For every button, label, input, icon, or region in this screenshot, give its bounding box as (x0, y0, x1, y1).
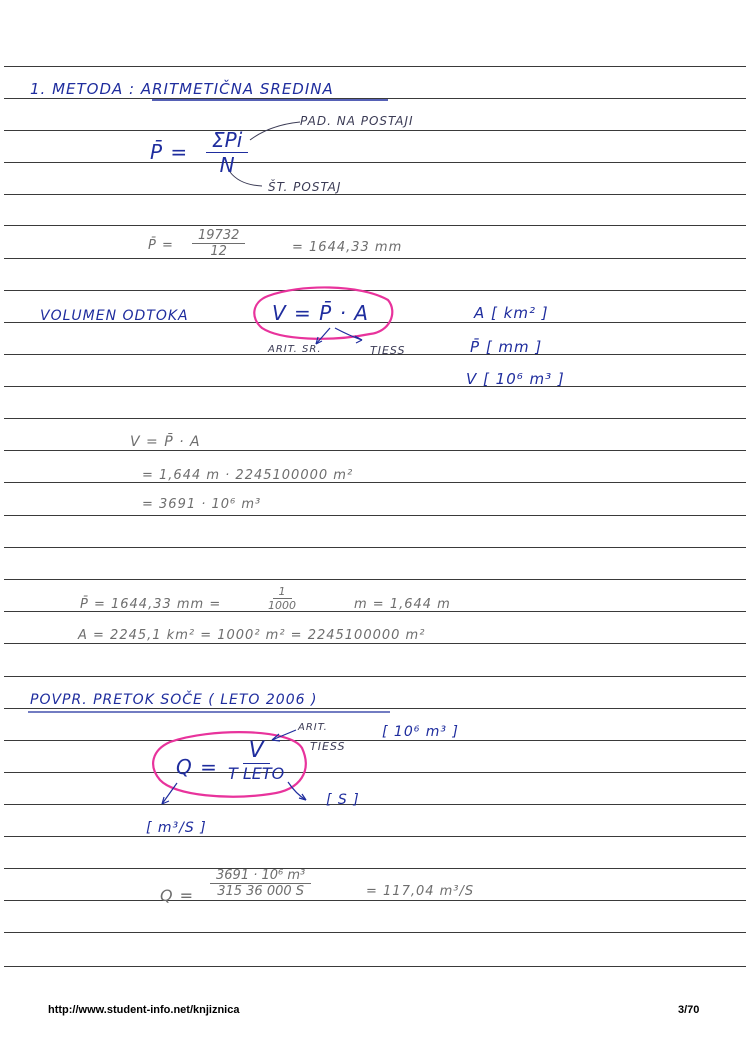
unit-volume-flow: [ 10⁶ m³ ] (382, 724, 459, 740)
flow-formula-denominator: T LETO (228, 764, 285, 783)
flow-calc-denominator: 315 36 000 S (217, 884, 305, 899)
unit-precipitation: P̄ [ mm ] (470, 338, 543, 356)
label-tiess: TIESS (370, 344, 406, 357)
mean-calc-lhs: P̄ = (148, 238, 174, 253)
conversion-p-right: m = 1,644 m (354, 597, 451, 612)
label-arithmetic-mean: ARIT. SR. (268, 344, 322, 355)
conversion-p-numerator: 1 (273, 585, 292, 599)
volume-calc-line-2: = 1,644 m · 2245100000 m² (142, 468, 354, 483)
flow-calc-result: = 117,04 m³/S (366, 884, 475, 899)
section-heading-method: 1. METODA : ARITMETIČNA SREDINA (30, 80, 334, 98)
conversion-p-fraction (268, 585, 296, 612)
label-arithmetic: ARIT. (298, 722, 328, 733)
flow-calc-numerator: 3691 · 10⁶ m³ (210, 868, 311, 884)
flow-formula-fraction (228, 738, 284, 783)
arrow (316, 328, 330, 344)
volume-formula: V = P̄ · A (272, 301, 369, 325)
footer-url: http://www.student-info.net/knjiznica (48, 1004, 240, 1016)
mean-calc-denominator: 12 (210, 244, 227, 259)
mean-calc-numerator: 19732 (192, 228, 245, 244)
note-precipitation-at-station: PAD. NA POSTAJI (300, 114, 414, 128)
unit-time: [ S ] (326, 792, 360, 808)
mean-calc-fraction (192, 228, 245, 259)
label-tiess-flow: TIESS (310, 740, 346, 753)
note-number-of-stations: ŠT. POSTAJ (268, 180, 342, 194)
mean-formula-numerator: ΣPi (206, 128, 248, 153)
unit-area: A [ km² ] (474, 304, 549, 322)
mean-formula-lhs: P̄ = (150, 140, 189, 164)
flow-heading: POVPR. PRETOK SOČE ( LETO 2006 ) (30, 692, 318, 708)
volume-calc-line-1: V = P̄ · A (130, 434, 201, 450)
page-number: 3/70 (678, 1004, 700, 1016)
flow-calc-fraction (210, 868, 311, 899)
leader-line (250, 122, 300, 140)
unit-flow: [ m³/S ] (146, 820, 207, 836)
unit-volume: V [ 10⁶ m³ ] (466, 370, 565, 388)
conversion-area-line: A = 2245,1 km² = 1000² m² = 2245100000 m² (78, 628, 426, 643)
mean-formula-denominator: N (219, 153, 235, 177)
flow-formula-lhs: Q = (176, 755, 218, 779)
flow-calc-lhs: Q = (160, 886, 195, 905)
conversion-p-denominator: 1000 (268, 599, 296, 612)
volume-calc-line-3: = 3691 · 10⁶ m³ (142, 497, 262, 512)
volume-heading: VOLUMEN ODTOKA (40, 308, 189, 324)
mean-formula-fraction (206, 128, 248, 177)
mean-calc-result: = 1644,33 mm (292, 240, 403, 255)
conversion-p-left: P̄ = 1644,33 mm = (80, 597, 222, 612)
flow-formula-numerator: V (243, 738, 270, 764)
